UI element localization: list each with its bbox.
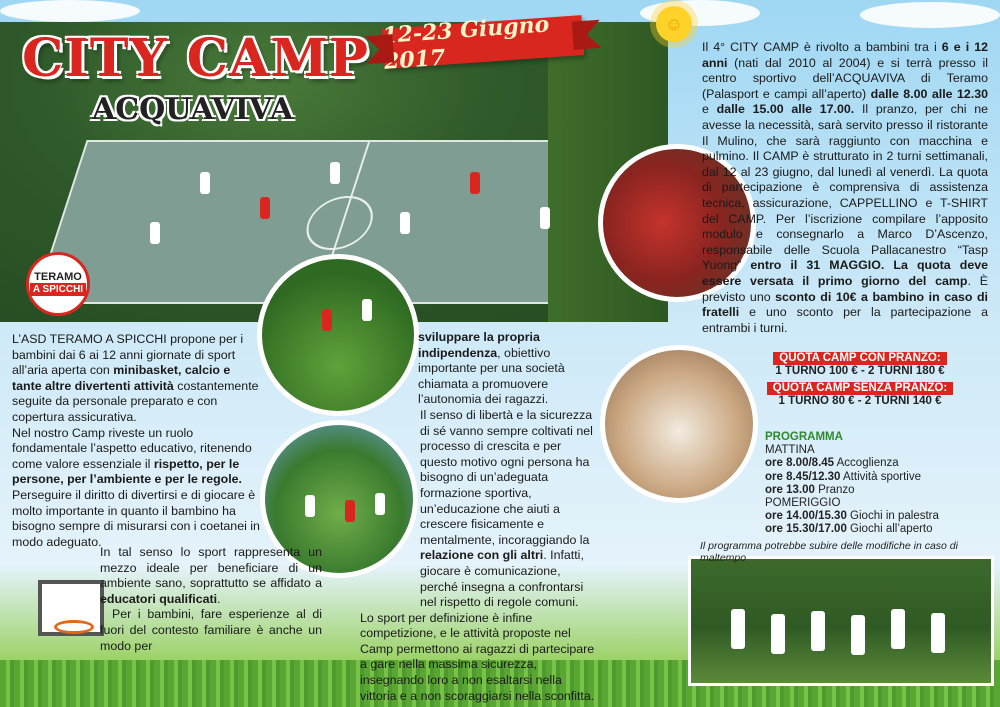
price-with-lunch: 1 TURNO 100 € - 2 TURNI 180 € [775,365,945,377]
child-figure [931,613,945,653]
child-figure [470,172,480,194]
camp-title: CITY CAMP [22,28,370,89]
child-figure [400,212,410,234]
independence-column [360,330,600,704]
price-with-lunch-label: QUOTA CAMP CON PRANZO: [773,352,946,365]
sport-column [100,545,322,654]
program-afternoon-label: POMERIGGIO [765,497,841,510]
intro-paragraph: L’ASD TERAMO A SPICCHI propone per i bambini dai 6 ai 12 anni giornate di sport all’aria aperta con minibasket, calcio e tante altre divertenti attività costantemente seguite da personale preparato e con copertura assicurativa. [12,332,259,424]
hoop-rim [54,620,94,634]
cloud-decoration [0,0,140,22]
camp-subtitle: ACQUAVIVA [92,92,294,127]
child-figure [260,197,270,219]
freedom-paragraph: Il senso di libertà e la sicurezza di sé vanno sempre coltivati nel processo di crescita e per questo motivo ogni persona ha bisogno di un’adeguata formazione sportiva, un’educazione che aiuti a crescere fisicamente e mentalmente, incoraggiando la relazione con gli altri. Infatti, giocare è comunicazione, perché insegna a confrontarsi nel rispetto di regole comuni. [420,407,593,610]
child-figure [322,309,332,331]
child-figure [330,162,340,184]
child-figure [891,609,905,649]
program-row: ore 8.45/12.30 Attività sportive [765,470,921,483]
child-figure [811,611,825,651]
lunch-restaurant-photo [600,345,758,503]
program-row: ore 8.00/8.45 Accoglienza [765,457,899,470]
program-row: ore 14.00/15.30 Giochi in palestra [765,510,939,523]
cloud-decoration [860,2,1000,28]
program-box [765,431,985,537]
child-figure [345,500,355,522]
education-paragraph: Nel nostro Camp riveste un ruolo fondamentale l’aspetto educativo, ritenendo come valore essenziale il rispetto, per le persone, per l’ambiente e per le regole. Perseguire il diritto di divertirsi e di giocare è molto importante in quanto il bambino ha bisogno sempre di misurarsi con i coetanei in modo adeguato. [12,425,260,549]
sport-paragraph: In tal senso lo sport rappresenta un mezzo ideale per beneficiare di un ambiente sano, soprattutto se affidato a educatori qualificati. [100,545,322,606]
sun-icon: ☺ [656,6,692,42]
info-column [702,40,988,336]
child-figure [731,609,745,649]
program-morning-label: MATTINA [765,444,815,457]
price-box [740,352,980,408]
logo-line-1: TERAMO [34,271,82,283]
weather-note: Il programma potrebbe subire delle modifiche in caso di maltempo [700,540,958,564]
basketball-hoop-icon [38,580,104,636]
program-row: ore 13.00 Pranzo [765,483,855,496]
child-figure [150,222,160,244]
intro-column [12,332,262,550]
group-photo [688,556,994,686]
logo-line-2: A SPICCHI [30,283,86,296]
program-row: ore 15.30/17.00 Giochi all’aperto [765,523,933,536]
dates-ribbon: 12-23 Giugno 2017 [382,15,584,69]
info-paragraph: Il 4° CITY CAMP è rivolto a bambini tra i 6 e i 12 anni (nati dal 2010 al 2004) e si terrà presso il centro sportivo dell’ACQUAVIVA di Teramo (Palasport e campi all’aperto) dalle 8.00 alle 12.30 e dalle 15.00 alle 17.00. Il pranzo, per chi ne avesse la necessità, sarà servito presso il ristorante Il Mulino, che sarà raggiunto con macchina e pulmino. Il CAMP è strutturato in 2 turni settimanali, dal 12 al 23 giugno, dal lunedì al venerdì. La quota di partecipazione è comprensiva di assistenza tecnica, assicurazione, CAPPELLINO e T-SHIRT del CAMP. Per l’iscrizione compilare l’apposito modulo e consegnarlo a Marco D’Ascenzo, responsabile delle Scuola Pallacanestro “Tasp Yuong” entro il 31 MAGGIO. La quota deve essere versata il primo giorno del camp. È previsto uno sconto di 10€ a bambino in caso di fratelli e uno sconto per la partecipazione a entrambi i turni. [702,40,988,335]
child-figure [851,615,865,655]
child-figure [305,495,315,517]
child-figure [200,172,210,194]
independence-paragraph: sviluppare la propria indipendenza, obiettivo importante per una società chiamata a promuovere l’autonomia dei ragazzi. [418,330,565,407]
teramo-a-spicchi-logo [26,252,90,316]
price-without-lunch-label: QUOTA CAMP SENZA PRANZO: [767,382,953,395]
child-figure [362,299,372,321]
competition-paragraph: Lo sport per definizione è infine competizione, e le attività proposte nel Camp permettono ai ragazzi di partecipare a gare nella massima sicurezza, insegnando loro a non esaltarsi nella vittoria e a non scoraggiarsi nella sconfitta. [360,610,595,703]
program-title: PROGRAMMA [765,431,843,443]
experience-paragraph: Per i bambini, fare esperienze al di fuori del contesto familiare è anche un modo per [100,607,322,653]
child-figure [540,207,550,229]
child-figure [771,614,785,654]
price-without-lunch: 1 TURNO 80 € - 2 TURNI 140 € [778,395,942,407]
